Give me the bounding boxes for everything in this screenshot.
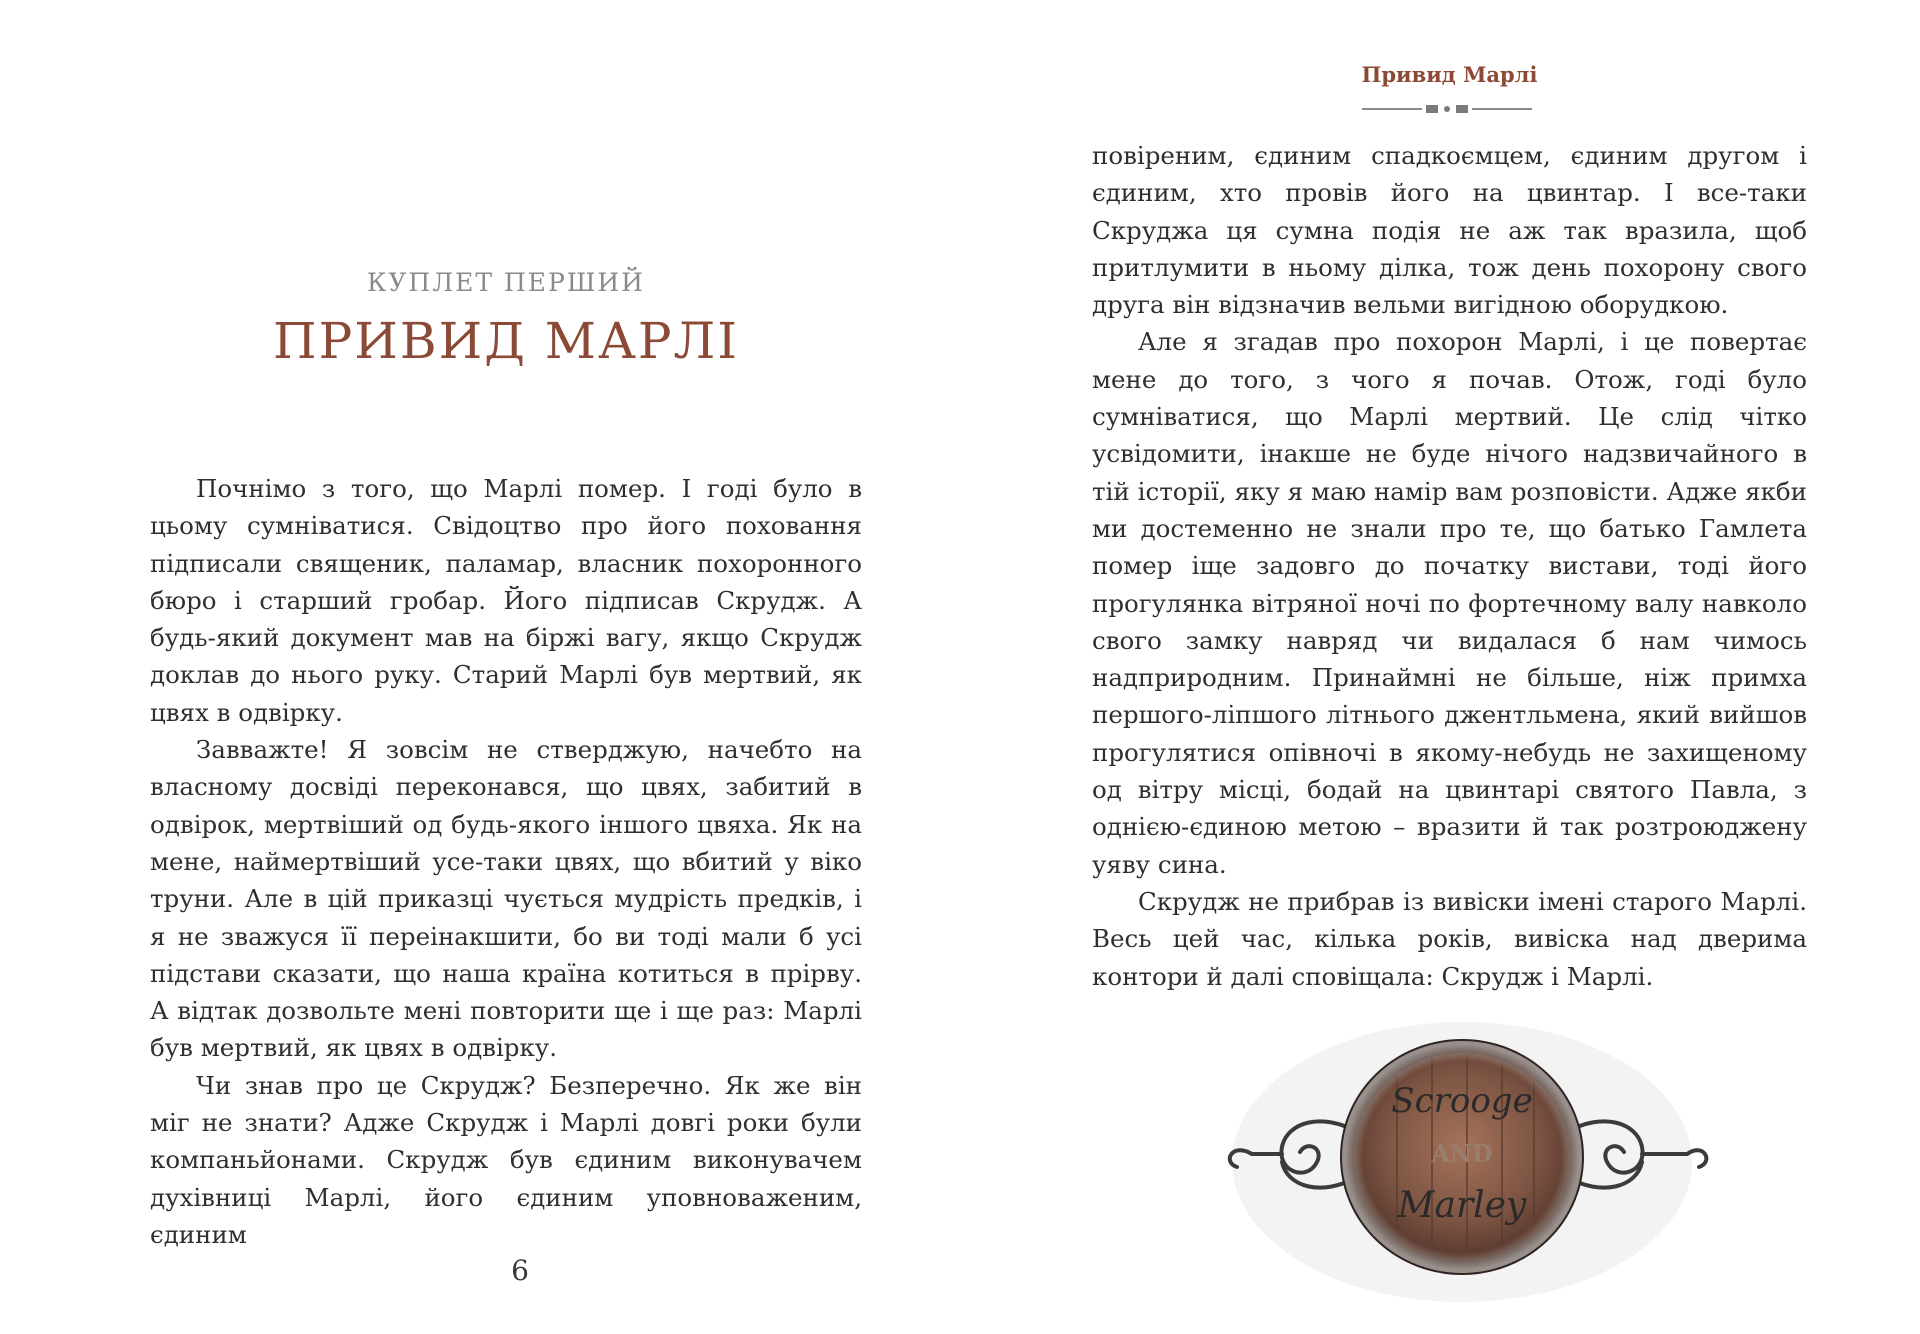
sign-line-1: Scrooge [1391, 1081, 1533, 1121]
scrooge-and-marley-sign-illustration [1192, 1012, 1732, 1302]
page-number: 6 [511, 1254, 529, 1287]
chapter-label: КУПЛЕТ ПЕРШИЙ [367, 268, 645, 297]
header-ornament-icon [1362, 102, 1532, 116]
paragraph: Чи знав про це Скрудж? Безперечно. Як же він міг не знати? Адже Скрудж і Марлі довгі роки були компаньйонами. Скрудж був єдиним виконувачем духівниці Марлі, його єдиним уповноваженим, єдиним [150, 1070, 862, 1249]
paragraph: Завважте! Я зовсім не стверджую, начебто на власному досвіді переконався, що цвях, забитий в одвірок, мертвіший од будь-якого іншого цвяха. Як на мене, наймертвіший усе-таки цвях, що вбитий у віко труни. Але в цій приказці чується мудрість предків, і я не зважуся її переінакшити, бо ви тоді мали б усі підстави сказати, що наша країна котиться в прірву. А відтак дозвольте мені повторити ще і ще раз: Марлі був мертвий, як цвях в одвірку. [150, 735, 862, 1063]
paragraph: Скрудж не прибрав із вивіски імені старого Марлі. Весь цей час, кілька років, вивіска над дверима контори й далі сповіщала: Скрудж і Марлі. [1092, 886, 1807, 991]
paragraph: Але я згадав про похорон Марлі, і це повертає мене до того, з чого я почав. Отож, годі було сумніватися, що Марлі мертвий. Це слід чітко усвідомити, інакше не буде нічого надзвичайного в тій історії, яку я маю намір вам розповісти. Адже якби ми достеменно не знали про те, що батько Гамлета помер іще задовго до початку вистави, тоді його прогулянка вітряної ночі по фортечному валу навколо свого замку навряд чи видалася б нам чимось надприродним. Принаймні не більше, ніж примха першого-ліпшого літнього джентльмена, який вийшов прогулятися опівночі в якому-небудь не захищеному од вітру місці, бодай на цвинтарі святого Павла, з однією-єдиною метою – вразити й так розтроюджену уяву сина. [1092, 327, 1807, 879]
paragraph: повіреним, єдиним спадкоємцем, єдиним другом і єдиним, хто провів його на цвинтар. І все-таки Скруджа ця сумна подія не аж так вразила, щоб притлумити в ньому ділка, тож день похорону свого друга він відзначив вельми вигідною оборудкою. [1092, 141, 1807, 320]
right-page [1092, 0, 1807, 1334]
right-body-text [1092, 137, 1807, 995]
sign-line-3: Marley [1397, 1185, 1527, 1226]
paragraph: Почнімо з того, що Марлі помер. І годі було в цьому сумніватися. Свідоцтво про його поховання підписали священик, паламар, власник похоронного бюро і старший гробар. Його підписав Скрудж. А будь-який документ мав на біржі вагу, якщо Скрудж доклав до нього руку. Старий Марлі був мертвий, як цвях в одвірку. [150, 474, 862, 727]
running-header: Привид Марлі [1361, 62, 1538, 87]
left-body-text [150, 470, 862, 1253]
sign-line-2: AND [1431, 1139, 1493, 1168]
chapter-title: ПРИВИД МАРЛІ [273, 312, 739, 370]
left-page [150, 0, 862, 1334]
